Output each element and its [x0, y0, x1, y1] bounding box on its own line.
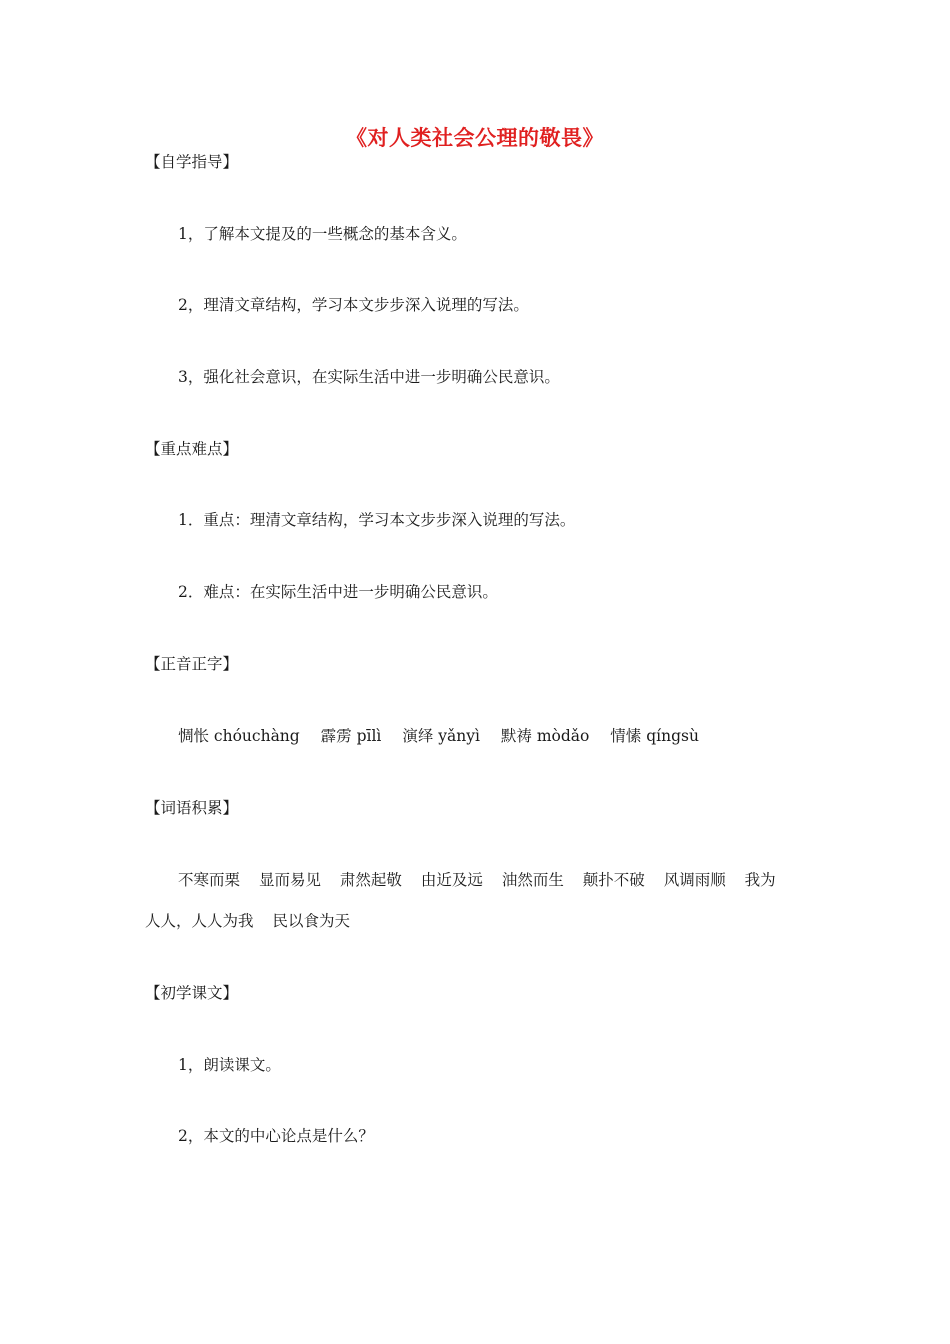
document-title: 《对人类社会公理的敬畏》	[346, 126, 604, 150]
vocabulary-word: 民以食为天	[272, 912, 350, 930]
vocabulary-word: 人人，人人为我	[145, 912, 254, 930]
vocabulary-row-2	[145, 911, 364, 931]
vocabulary-word: 由近及远	[420, 871, 483, 889]
self-study-item-2: 2，理清文章结构，学习本文步步深入说理的写法。	[178, 296, 529, 314]
key-point-item-1: 1．重点：理清文章结构，学习本文步步深入说理的写法。	[178, 511, 576, 529]
vocabulary-word: 风调雨顺	[663, 871, 726, 889]
vocabulary-word: 油然而生	[501, 871, 564, 889]
key-point-item-2: 2．难点：在实际生活中进一步明确公民意识。	[178, 583, 498, 601]
section-heading-self-study: 【自学指导】	[145, 153, 239, 171]
self-study-item-3: 3，强化社会意识，在实际生活中进一步明确公民意识。	[178, 368, 560, 386]
first-reading-item-1: 1，朗读课文。	[178, 1056, 281, 1074]
vocabulary-word: 显而易见	[258, 871, 321, 889]
section-heading-pronunciation: 【正音正字】	[145, 655, 239, 673]
pronunciation-word: 霹雳 pīlì	[320, 727, 382, 745]
vocabulary-word: 我为	[744, 871, 776, 889]
vocabulary-word: 肃然起敬	[339, 871, 402, 889]
vocabulary-row-1	[178, 870, 790, 890]
first-reading-item-2: 2，本文的中心论点是什么？	[178, 1127, 374, 1145]
pronunciation-word: 演绎 yǎnyì	[402, 727, 480, 745]
vocabulary-word: 颠扑不破	[582, 871, 645, 889]
vocabulary-word: 不寒而栗	[178, 871, 241, 889]
pronunciation-word: 惆怅 chóuchàng	[178, 727, 300, 745]
pronunciation-word: 情愫 qíngsù	[610, 727, 699, 745]
self-study-item-1: 1，了解本文提及的一些概念的基本含义。	[178, 225, 467, 243]
pronunciation-word: 默祷 mòdǎo	[500, 727, 590, 745]
section-heading-first-reading: 【初学课文】	[145, 984, 239, 1002]
pronunciation-row	[178, 726, 715, 746]
section-heading-key-points: 【重点难点】	[145, 440, 239, 458]
section-heading-vocabulary: 【词语积累】	[145, 799, 239, 817]
